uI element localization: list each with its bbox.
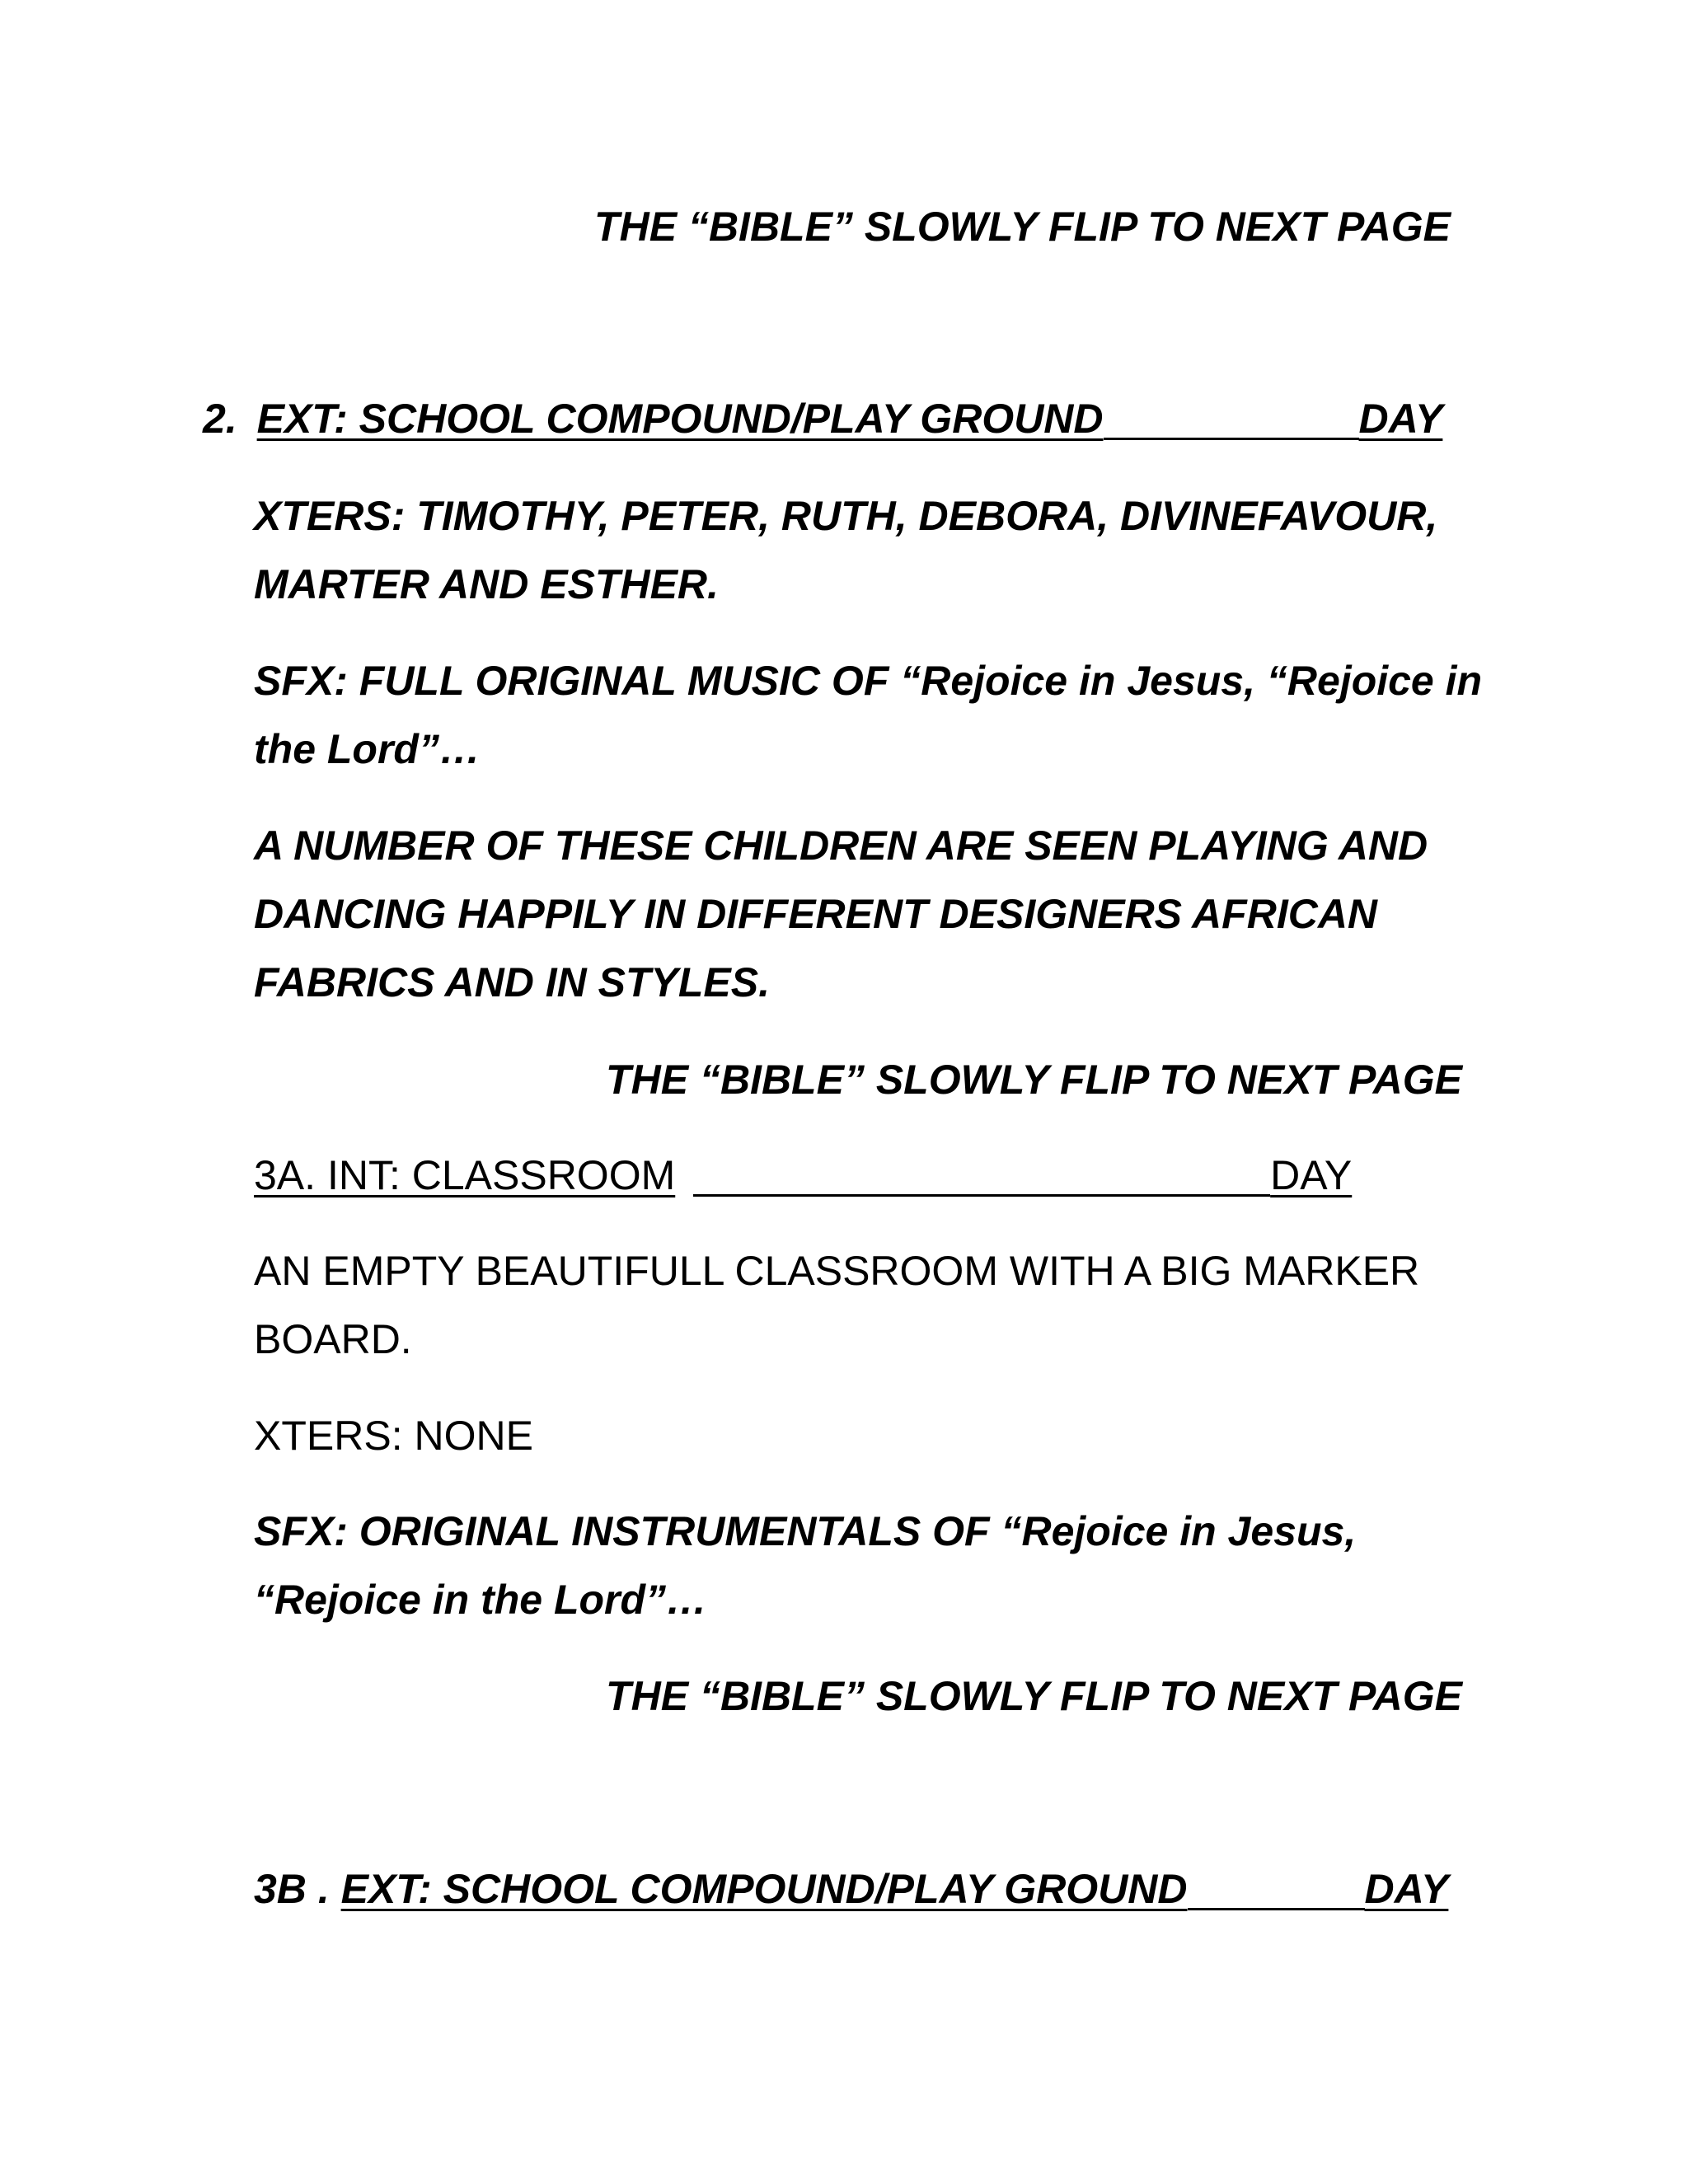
scene-3a-time: DAY xyxy=(1270,1152,1353,1198)
scene-3b-number: 3B . xyxy=(254,1866,330,1912)
scene-2-xters-line-1: XTERS: TIMOTHY, PETER, RUTH, DEBORA, DIVINEFAVOUR, xyxy=(254,493,1438,539)
scene-2-action-line-3: FABRICS AND IN STYLES. xyxy=(254,959,770,1005)
scene-2-sfx-line-2: the Lord”… xyxy=(254,726,481,772)
transition-3: THE “BIBLE” SLOWLY FLIP TO NEXT PAGE xyxy=(606,1673,1462,1719)
scene-2-time: DAY xyxy=(1358,396,1443,442)
scene-3b-location: EXT: SCHOOL COMPOUND/PLAY GROUND xyxy=(340,1866,1188,1912)
scene-3a-sfx-line-2: “Rejoice in the Lord”… xyxy=(254,1577,708,1623)
scene-3a-action-line-2: BOARD. xyxy=(254,1316,412,1362)
scene-3b-heading xyxy=(254,1864,1448,1914)
scene-2-location: EXT: SCHOOL COMPOUND/PLAY GROUND xyxy=(256,396,1104,442)
scene-3a-heading xyxy=(254,1151,1352,1200)
scene-3a-action-line-1: AN EMPTY BEAUTIFULL CLASSROOM WITH A BIG MARKER xyxy=(254,1248,1420,1294)
heading-underline-gap xyxy=(1104,438,1359,440)
heading-underline-gap xyxy=(693,1194,1270,1197)
scene-2-xters-line-2: MARTER AND ESTHER. xyxy=(254,561,719,607)
transition-2: THE “BIBLE” SLOWLY FLIP TO NEXT PAGE xyxy=(606,1057,1462,1103)
scene-2-sfx-line-1: SFX: FULL ORIGINAL MUSIC OF “Rejoice in Jesus, “Rejoice in xyxy=(254,658,1483,704)
scene-2-number: 2. xyxy=(203,396,237,442)
transition-1: THE “BIBLE” SLOWLY FLIP TO NEXT PAGE xyxy=(594,204,1451,250)
scene-2-heading xyxy=(203,394,1442,443)
scene-3b-time: DAY xyxy=(1364,1866,1449,1912)
scene-2-action-line-1: A NUMBER OF THESE CHILDREN ARE SEEN PLAYING AND xyxy=(254,823,1428,869)
scene-3a-xters: XTERS: NONE xyxy=(254,1413,533,1459)
heading-underline-gap xyxy=(1188,1908,1365,1910)
scene-3a-sfx-line-1: SFX: ORIGINAL INSTRUMENTALS OF “Rejoice in Jesus, xyxy=(254,1508,1357,1554)
scene-3a-location: 3A. INT: CLASSROOM xyxy=(254,1152,676,1198)
scene-2-action-line-2: DANCING HAPPILY IN DIFFERENT DESIGNERS AFRICAN xyxy=(254,891,1378,937)
